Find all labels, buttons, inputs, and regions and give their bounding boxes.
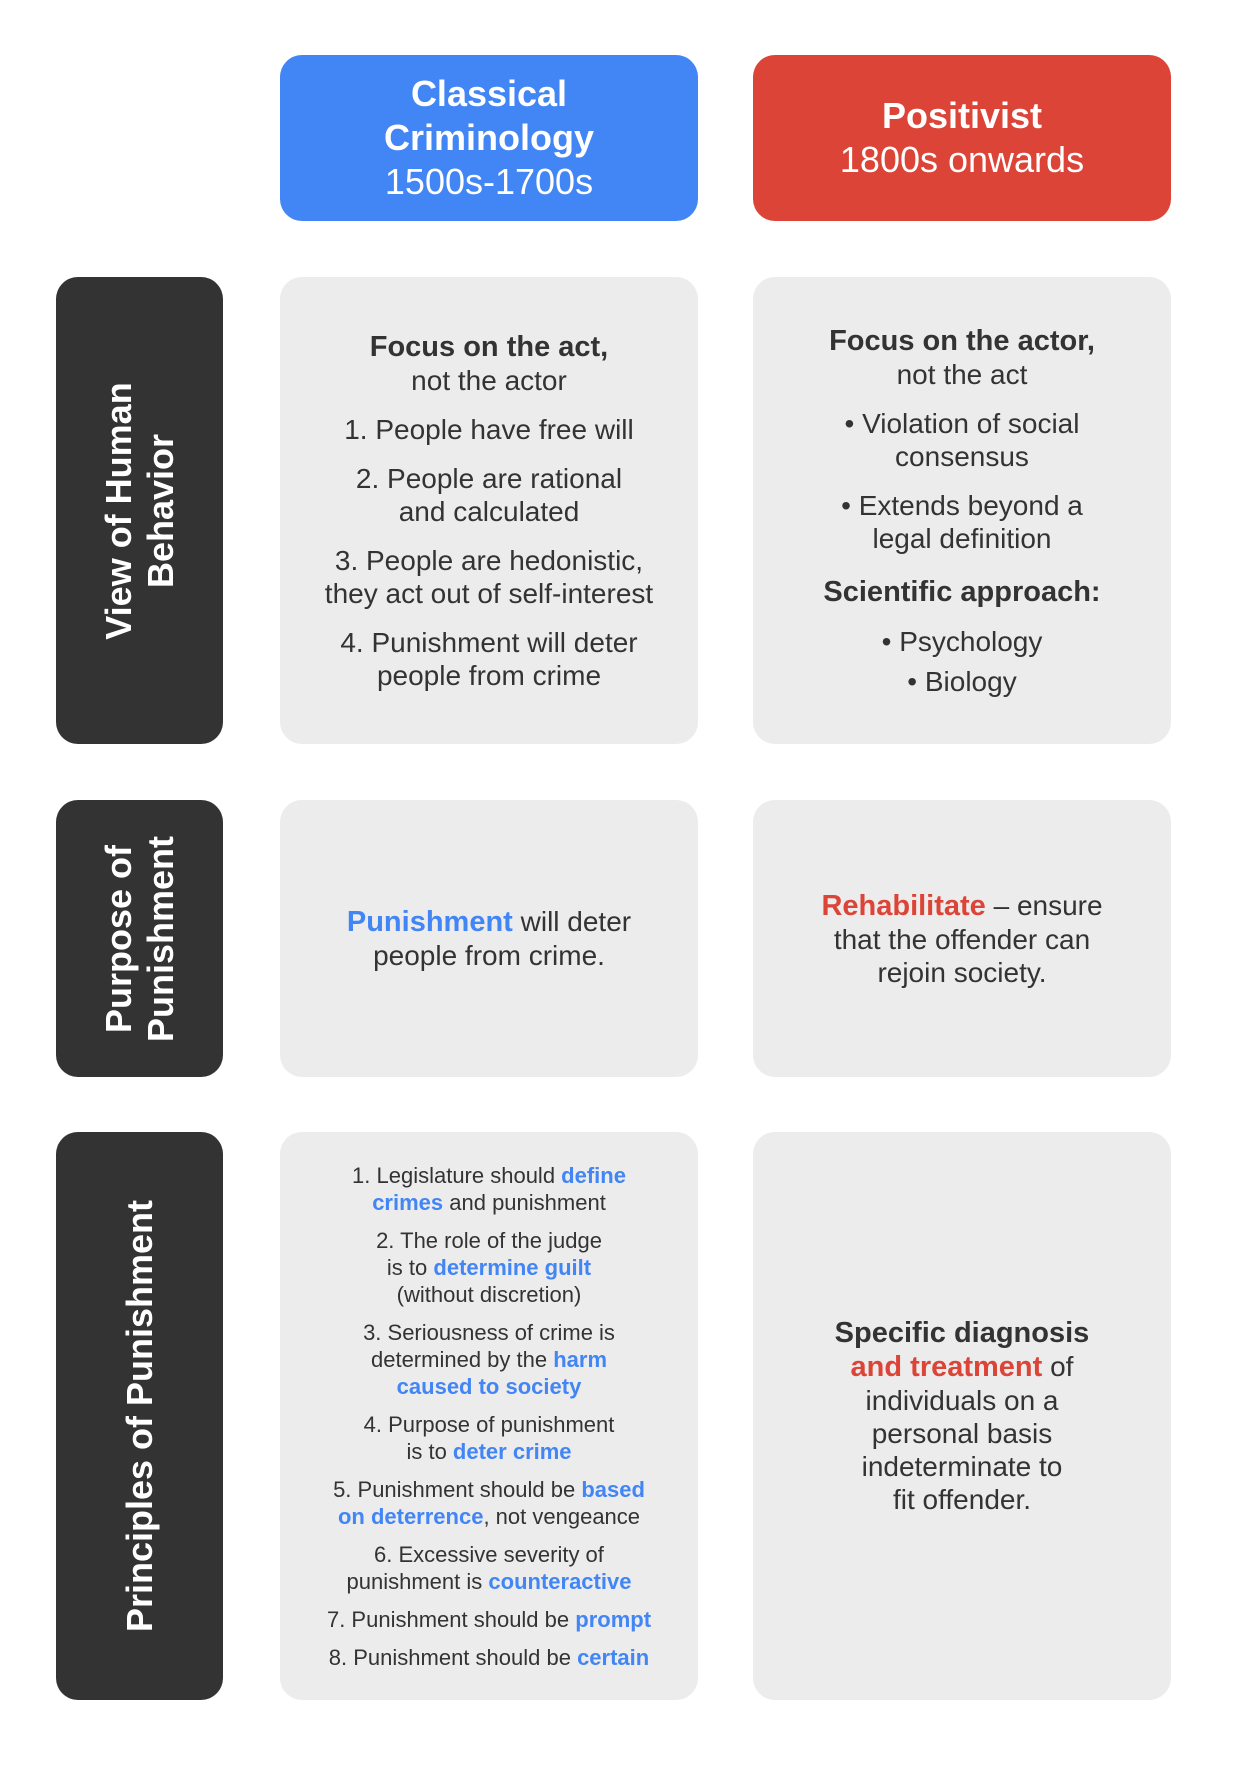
positivist-title: Positivist xyxy=(881,95,1043,136)
classical-focus-heading: Focus on the act, xyxy=(369,330,609,363)
positivist-focus-heading: Focus on the actor, xyxy=(829,324,1095,357)
list-item: 3. Seriousness of crime is determined by the harm caused to society xyxy=(363,1319,615,1399)
punishment-highlight: Punishment xyxy=(346,906,513,938)
row-label-purpose-line1: Purpose of xyxy=(97,844,139,1033)
list-item: • Violation of social consensus xyxy=(844,407,1080,472)
list-item: 7. Punishment should be prompt xyxy=(326,1606,652,1632)
classical-purpose-cell: Punishment will deter people from crime. xyxy=(280,800,698,1077)
list-item: 2. The role of the judge is to determine guilt (without discretion) xyxy=(376,1227,602,1307)
list-item: 3. People are hedonistic, they act out of self-interest xyxy=(324,544,654,609)
row-label-principles xyxy=(56,1132,223,1700)
list-item: 1. Legislature should define crimes and punishment xyxy=(352,1162,626,1215)
list-item: • Extends beyond a legal definition xyxy=(841,489,1083,554)
classical-human-behavior-cell xyxy=(280,277,698,744)
list-item: 4. Purpose of punishment is to deter crime xyxy=(363,1411,615,1464)
classical-principles-cell xyxy=(280,1132,698,1700)
classical-period: 1500s-1700s xyxy=(384,161,594,202)
positivist-principles-cell: Specific diagnosis and treatment of individuals on a personal basis indeterminate to fit offender. xyxy=(753,1132,1171,1700)
list-item: 2. People are rational and calculated xyxy=(355,462,623,527)
list-item: 6. Excessive severity of punishment is counteractive xyxy=(346,1541,632,1594)
positivist-column-header xyxy=(753,55,1171,221)
diagnosis-highlight: Specific diagnosis xyxy=(834,1317,1090,1349)
list-item: 1. People have free will xyxy=(344,413,634,445)
classical-title-line1: Classical xyxy=(410,73,568,114)
positivist-purpose-cell: Rehabilitate – ensure that the offender can rejoin society. xyxy=(753,800,1171,1077)
rehabilitate-highlight: Rehabilitate xyxy=(821,889,986,922)
row-label-human-behavior-line2: Behavior xyxy=(139,433,181,588)
list-item: • Biology xyxy=(907,665,1017,697)
positivist-focus-sub: not the act xyxy=(896,358,1028,390)
row-label-purpose xyxy=(56,800,223,1077)
classical-column-header xyxy=(280,55,698,221)
scientific-approach-heading: Scientific approach: xyxy=(823,575,1101,608)
row-label-principles-text: Principles of Punishment xyxy=(118,1199,160,1633)
classical-title-line2: Criminology xyxy=(383,117,594,158)
classical-focus-sub: not the actor xyxy=(411,364,567,396)
list-item: 5. Punishment should be based on deterrence, not vengeance xyxy=(333,1476,645,1529)
row-label-human-behavior xyxy=(56,277,223,744)
list-item: • Psychology xyxy=(881,625,1043,657)
row-label-purpose-line2: Punishment xyxy=(139,835,181,1042)
row-label-human-behavior-line1: View of Human xyxy=(97,381,139,640)
positivist-period: 1800s onwards xyxy=(839,139,1085,180)
list-item: 8. Punishment should be certain xyxy=(328,1644,650,1670)
list-item: 4. Punishment will deter people from crime xyxy=(340,626,638,691)
positivist-human-behavior-cell xyxy=(753,277,1171,744)
